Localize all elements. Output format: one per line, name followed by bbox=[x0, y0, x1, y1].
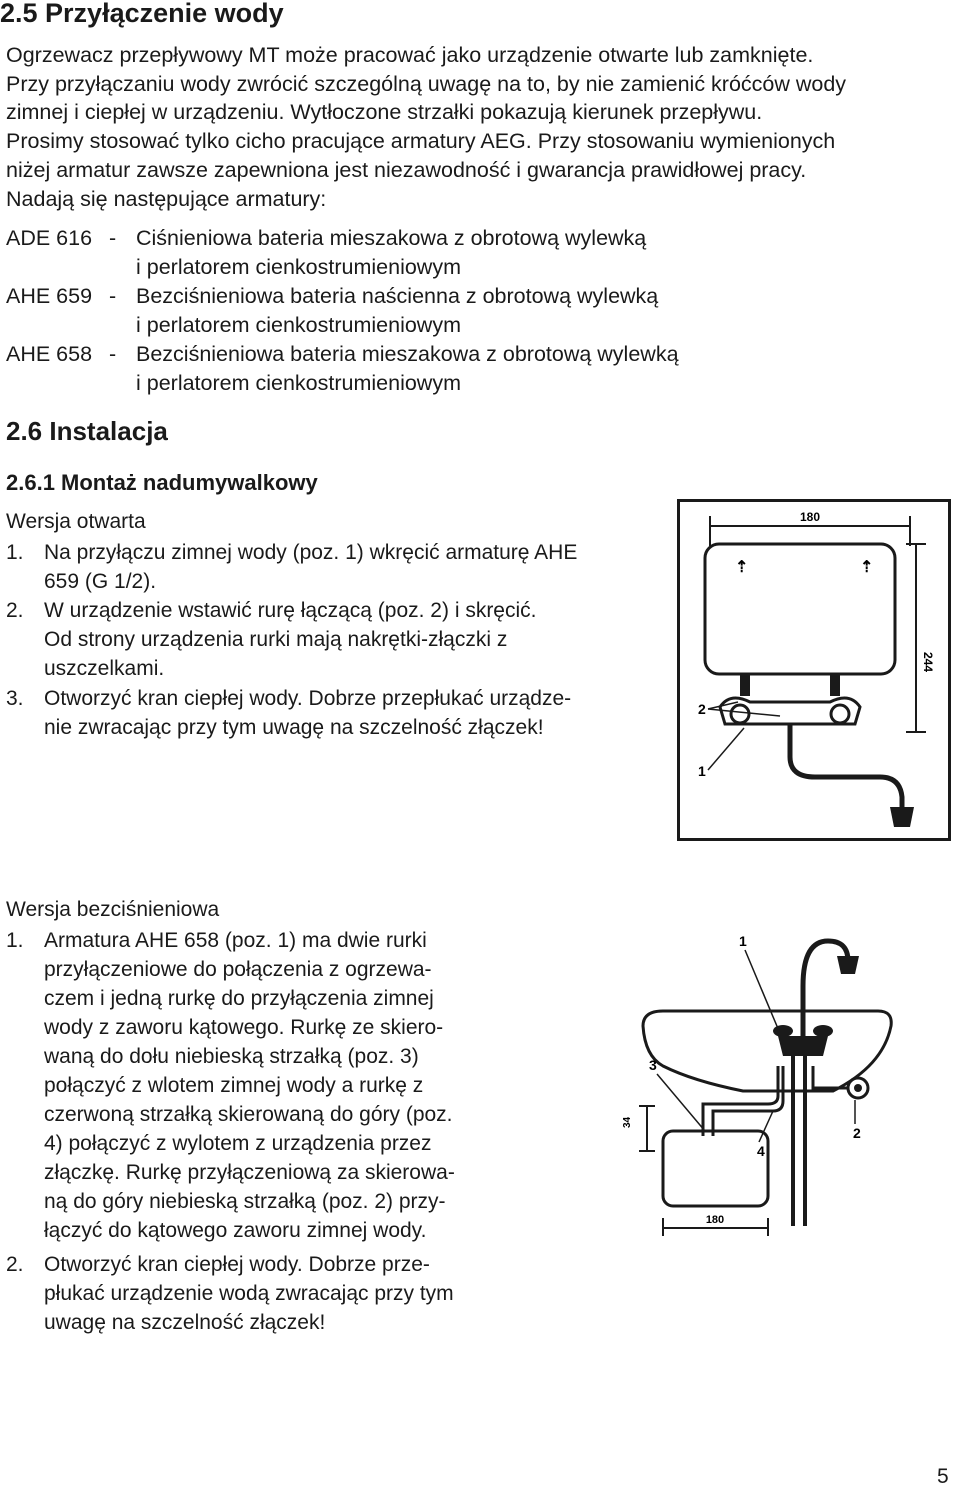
paragraph-line: zimnej i ciepłej w urządzeniu. Wytłoczone strzałki pokazują kierunek przepływu. bbox=[6, 100, 763, 125]
aerator bbox=[837, 956, 859, 974]
callout-2: 2 bbox=[853, 1125, 861, 1141]
step-line: Otworzyć kran ciepłej wody. Dobrze prze- bbox=[44, 1253, 430, 1276]
step-line: waną do dołu niebieską strzałką (poz. 3) bbox=[44, 1045, 419, 1068]
fitting-desc: Ciśnieniowa bateria mieszakowa z obrotową wylewką bbox=[136, 226, 647, 250]
step-line: połączyć z wlotem zimnej wody a rurkę z bbox=[44, 1074, 424, 1097]
mixer-body bbox=[778, 1036, 828, 1056]
callout-leader bbox=[657, 1074, 705, 1131]
up-arrow-mark: ⇡ bbox=[860, 559, 874, 576]
paragraph-line: Nadają się następujące armatury: bbox=[6, 186, 327, 211]
pressureless-version-figure bbox=[622, 916, 903, 1246]
heater-body bbox=[663, 1131, 768, 1206]
step-line: 659 (G 1/2). bbox=[44, 570, 157, 593]
step-line: W urządzenie wstawić rurę łączącą (poz. 2) i skręcić. bbox=[44, 599, 537, 622]
installation-title: 2.6 Instalacja bbox=[6, 416, 168, 446]
paragraph-line: Prosimy stosować tylko cicho pracujące armatury AEG. Przy stosowaniu wymienionych bbox=[6, 129, 836, 154]
fitting-code: ADE 616 bbox=[6, 226, 93, 250]
fitting-dash: - bbox=[109, 342, 117, 366]
callout-3: 3 bbox=[649, 1057, 657, 1073]
mixer-knob bbox=[813, 1025, 833, 1037]
callout-leader bbox=[708, 709, 780, 716]
step-number: 2. bbox=[6, 1253, 24, 1276]
step-number: 1. bbox=[6, 541, 24, 564]
step-line: Na przyłączu zimnej wody (poz. 1) wkręcić armaturę AHE bbox=[44, 541, 578, 564]
callout-leader bbox=[745, 950, 779, 1031]
mixer-knob bbox=[831, 705, 849, 723]
step-line: uwagę na szczelność złączek! bbox=[44, 1311, 326, 1334]
connection-pipe bbox=[713, 1066, 783, 1136]
fitting-desc-cont: i perlatorem cienkostrumieniowym bbox=[136, 371, 461, 395]
sink-mixer-heater-drawing bbox=[622, 916, 903, 1246]
fitting-code: AHE 658 bbox=[6, 342, 93, 366]
paragraph-line: niżej armatur zawsze zapewniona jest niezawodność i gwarancja prawidłowej pracy. bbox=[6, 157, 807, 182]
mixer-knob bbox=[773, 1025, 793, 1037]
callout-1: 1 bbox=[739, 933, 747, 949]
paragraph-line: Ogrzewacz przepływowy MT może pracować jako urządzenie otwarte lub zamknięte. bbox=[6, 43, 814, 67]
fitting-desc-cont: i perlatorem cienkostrumieniowym bbox=[136, 255, 461, 279]
step-line: czerwoną strzałką skierowaną do góry (poz. bbox=[44, 1103, 453, 1126]
mixer-knob bbox=[731, 705, 749, 723]
step-line: Armatura AHE 658 (poz. 1) ma dwie rurki bbox=[44, 929, 427, 952]
heater-wall-fitting-drawing bbox=[680, 502, 948, 838]
open-version-figure bbox=[677, 499, 951, 841]
dim-height-label: 244 bbox=[921, 652, 935, 673]
step-line: wody z zaworu kątowego. Rurkę ze skiero- bbox=[44, 1016, 444, 1039]
angle-valve-center bbox=[854, 1084, 862, 1092]
up-arrow-mark: ⇡ bbox=[735, 559, 749, 576]
step-line: Otworzyć kran ciepłej wody. Dobrze przepłukać urządze- bbox=[44, 687, 572, 710]
dim-width-label: 180 bbox=[799, 510, 821, 524]
fitting-code: AHE 659 bbox=[6, 284, 93, 308]
open-version-label: Wersja otwarta bbox=[6, 510, 146, 533]
callout-2: 2 bbox=[698, 701, 706, 717]
intro-paragraph bbox=[6, 41, 956, 213]
step-line: ną do góry niebieską strzałką (poz. 2) przy- bbox=[44, 1190, 446, 1213]
step-line: płukać urządzenie wodą zwracając przy tym bbox=[44, 1282, 454, 1305]
paragraph-line: Przy przyłączaniu wody zwrócić szczególną uwagę na to, by nie zamienić króćców wody bbox=[6, 71, 847, 96]
callout-1: 1 bbox=[698, 763, 706, 779]
callout-leader bbox=[708, 728, 744, 770]
fitting-desc: Bezciśnieniowa bateria naścienna z obrotową wylewką bbox=[136, 284, 659, 308]
aerator bbox=[890, 807, 914, 827]
step-number: 3. bbox=[6, 687, 24, 710]
step-number: 1. bbox=[6, 929, 24, 952]
section-title: 2.5 Przyłączenie wody bbox=[0, 0, 284, 28]
step-line: Od strony urządzenia rurki mają nakrętki-złączki z bbox=[44, 628, 508, 651]
step-line: czem i jedną rurkę do przyłączenia zimnej bbox=[44, 987, 434, 1010]
step-line: przyłączeniowe do połączenia z ogrzewa- bbox=[44, 958, 432, 981]
step-line: nie zwracając przy tym uwagę na szczelność złączek! bbox=[44, 716, 544, 739]
fitting-dash: - bbox=[109, 226, 117, 250]
callout-4: 4 bbox=[757, 1143, 765, 1159]
step-line: łączyć do kątowego zaworu zimnej wody. bbox=[44, 1219, 427, 1242]
pressureless-version-label: Wersja bezciśnieniowa bbox=[6, 898, 220, 921]
mounting-subtitle: 2.6.1 Montaż nadumywalkowy bbox=[6, 470, 318, 495]
step-line: 4) połączyć z wylotem z urządzenia przez bbox=[44, 1132, 432, 1155]
connector-right bbox=[830, 674, 840, 696]
fitting-desc-cont: i perlatorem cienkostrumieniowym bbox=[136, 313, 461, 337]
page-number: 5 bbox=[937, 1465, 949, 1488]
fitting-dash: - bbox=[109, 284, 117, 308]
spout bbox=[790, 724, 902, 807]
step-number: 2. bbox=[6, 599, 24, 622]
connector-left bbox=[740, 674, 750, 696]
step-line: złączkę. Rurkę przyłączeniową za skierowa- bbox=[44, 1161, 455, 1184]
mixer-body bbox=[720, 698, 860, 724]
step-line: uszczelkami. bbox=[44, 657, 165, 680]
dim-width-label: 180 bbox=[705, 1214, 725, 1226]
fitting-desc: Bezciśnieniowa bateria mieszakowa z obrotową wylewką bbox=[136, 342, 679, 366]
dim-height-label: 34 bbox=[622, 1116, 633, 1128]
